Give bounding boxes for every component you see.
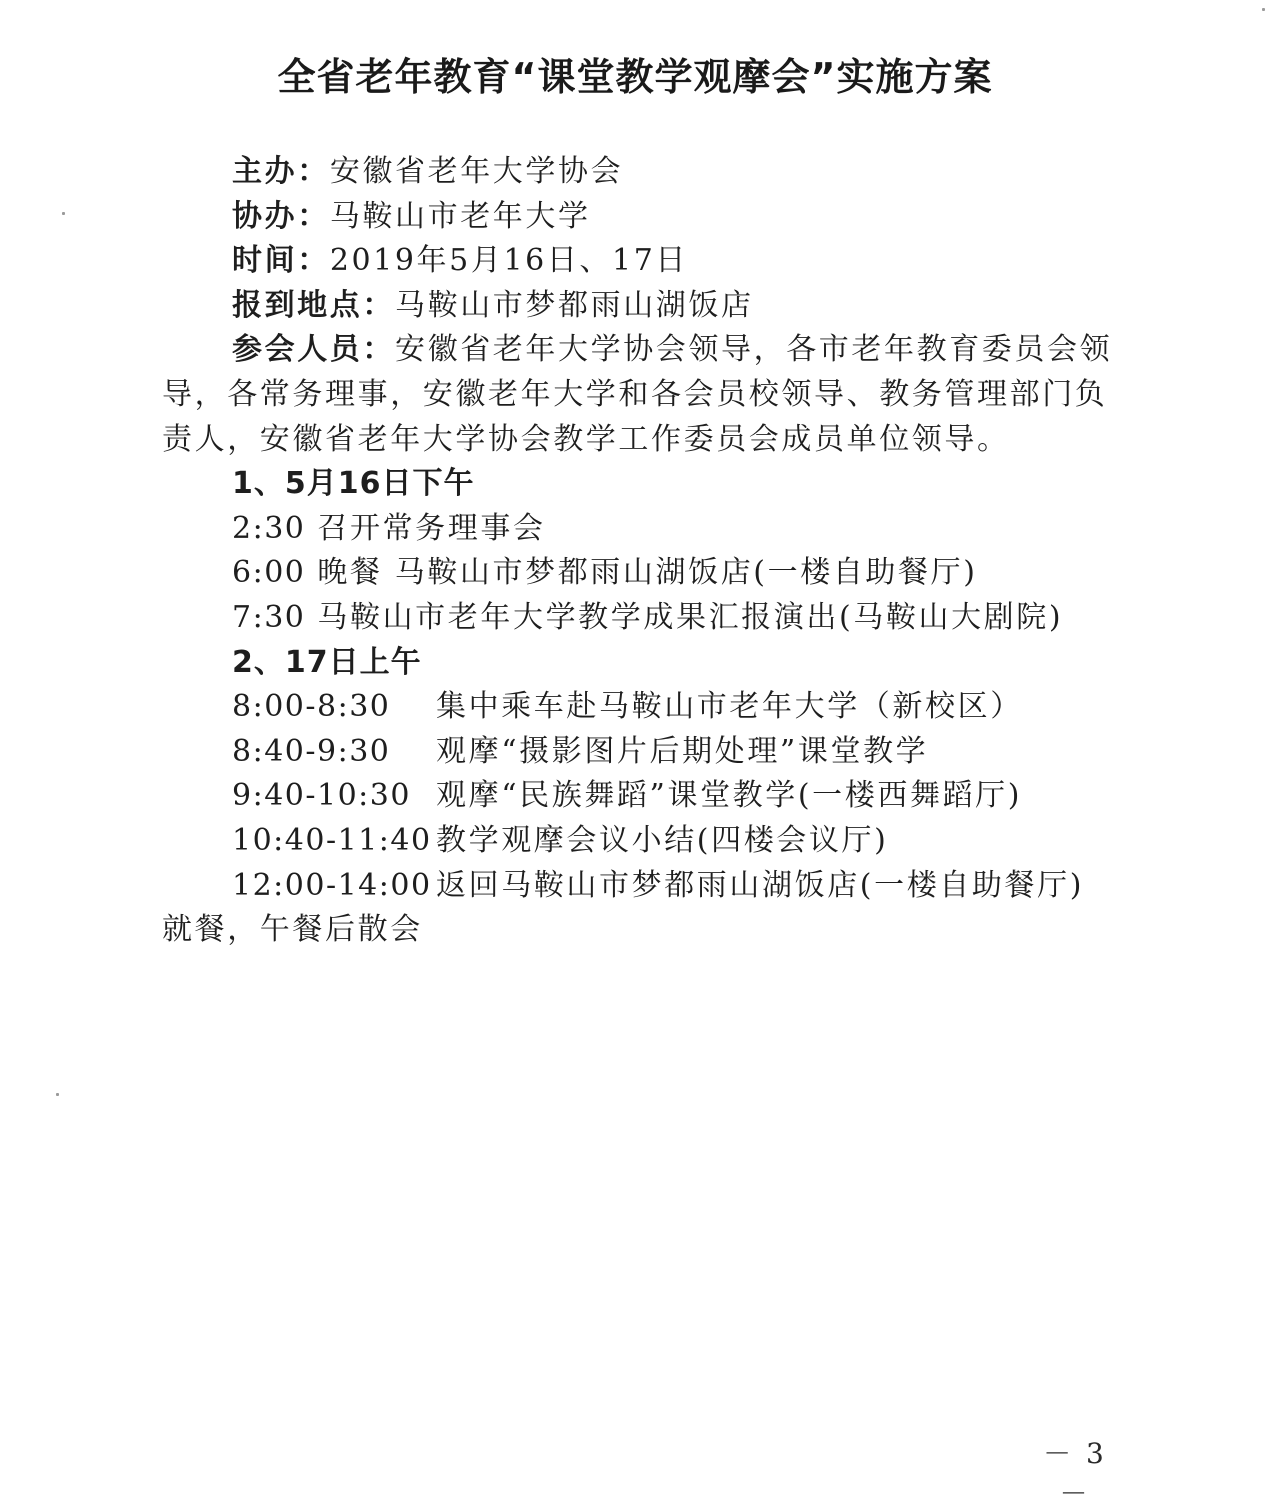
time-line — [162, 239, 1122, 284]
schedule-time: 2:30 — [232, 510, 306, 546]
schedule-item — [162, 864, 1122, 909]
schedule-item — [162, 596, 1122, 641]
schedule-time: 12:00-14:00 — [232, 867, 432, 903]
schedule-item — [162, 551, 1122, 596]
closing-line: 就餐，午餐后散会 — [162, 912, 423, 948]
venue-line — [162, 284, 1122, 329]
host-value: 安徽省老年大学协会 — [329, 154, 624, 189]
venue-label: 报到地点： — [232, 287, 395, 323]
schedule-time: 7:30 — [232, 599, 306, 635]
schedule-item — [162, 685, 1122, 730]
schedule-text: 观摩“摄影图片后期处理”课堂教学 — [436, 733, 929, 769]
schedule-text: 召开常务理事会 — [317, 510, 546, 546]
schedule-text: 集中乘车赴马鞍山市老年大学（新校区） — [436, 689, 1023, 725]
schedule-time: 8:40-9:30 — [232, 733, 391, 769]
attendees-value: 安徽省老年大学协会领导，各市老年教育委员会领导，各常务理事，安徽老年大学和各会员校领导、教务管理部门负责人，安徽省老年大学协会教学工作委员会成员单位领导。 — [162, 332, 1113, 457]
schedule-time: 10:40-11:40 — [232, 822, 432, 858]
scan-speck — [1262, 8, 1265, 11]
cohost-label: 协办： — [232, 198, 330, 234]
cohost-line — [162, 195, 1122, 240]
schedule-time: 9:40-10:30 — [232, 778, 411, 814]
schedule-time: 6:00 — [232, 555, 306, 591]
schedule-text: 教学观摩会议小结(四楼会议厅) — [436, 822, 889, 858]
schedule-text: 晚餐 马鞍山市梦都雨山湖饭店(一楼自助餐厅) — [317, 555, 978, 591]
page-number: － 3 － — [1043, 1437, 1107, 1510]
schedule-item — [162, 819, 1122, 864]
cohost-value: 马鞍山市老年大学 — [329, 198, 591, 234]
attendees-label: 参会人员： — [232, 332, 395, 368]
scan-speck — [56, 1093, 59, 1096]
document-body — [162, 150, 1122, 953]
schedule-item — [162, 507, 1122, 552]
day1-heading: 1、5月16日下午 — [232, 466, 475, 502]
scan-speck — [62, 212, 65, 215]
venue-value: 马鞍山市梦都雨山湖饭店 — [395, 287, 754, 323]
schedule-text: 返回马鞍山市梦都雨山湖饭店(一楼自助餐厅) — [436, 867, 1085, 903]
day2-heading: 2、17日上午 — [232, 644, 422, 680]
schedule-item — [162, 730, 1122, 775]
schedule-text: 马鞍山市老年大学教学成果汇报演出(马鞍山大剧院) — [317, 599, 1064, 635]
host-label: 主办： — [232, 154, 330, 189]
schedule-time: 8:00-8:30 — [232, 689, 391, 725]
schedule-item — [162, 774, 1122, 819]
host-line — [162, 150, 1122, 195]
attendees-paragraph — [162, 328, 1122, 462]
schedule-text: 观摩“民族舞蹈”课堂教学(一楼西舞蹈厅) — [436, 778, 1023, 814]
time-value: 2019年5月16日、17日 — [329, 243, 688, 279]
time-label: 时间： — [232, 243, 330, 279]
document-title: 全省老年教育“课堂教学观摩会”实施方案 — [277, 55, 993, 99]
